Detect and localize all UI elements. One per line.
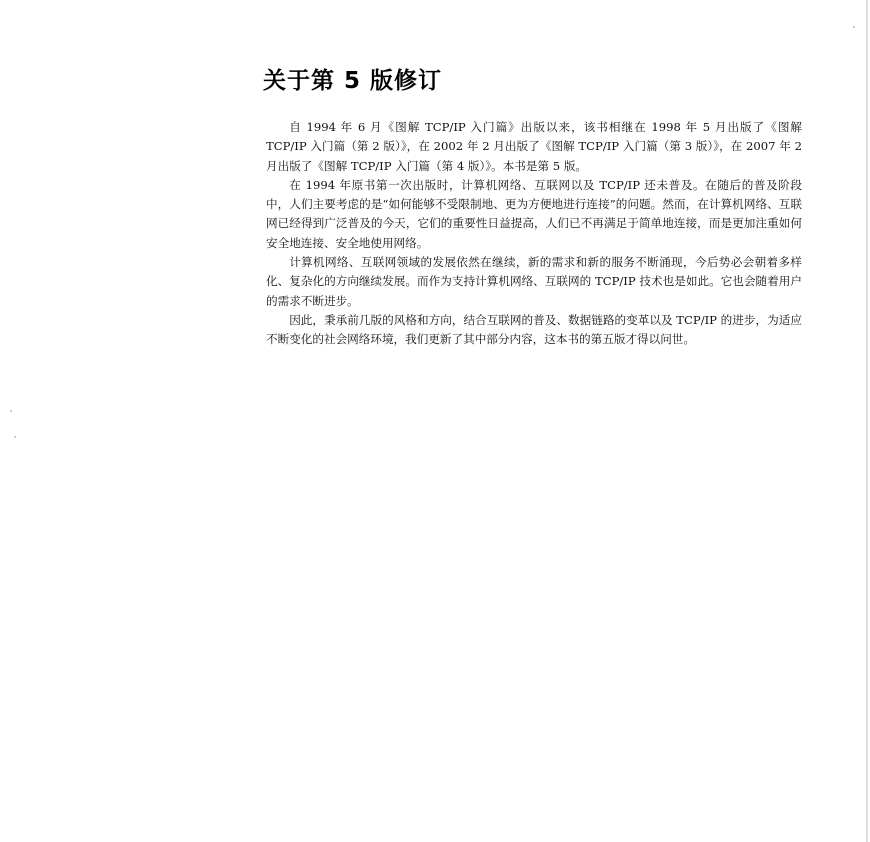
page-title: 关于第 5 版修订: [263, 68, 443, 94]
paragraph-2: 在 1994 年原书第一次出版时，计算机网络、互联网以及 TCP/IP 还未普及。在随后的普及阶段中，人们主要考虑的是“如何能够不受限制地、更为方便地进行连接”的问题。然而，在计算机网络、互联网已经得到广泛普及的今天，它们的重要性日益提高，人们已不再满足于简单地连接，而是更加注重如何安全地连接、安全地使用网络。: [266, 177, 802, 250]
paragraph-3: 计算机网络、互联网领域的发展依然在继续，新的需求和新的服务不断涌现，今后势必会朝着多样化、复杂化的方向继续发展。而作为支持计算机网络、互联网的 TCP/IP 技术也是如此。它也会随着用户的需求不断进步。: [266, 255, 802, 308]
scan-speck: [853, 26, 855, 28]
scan-edge-right: [866, 0, 868, 842]
scan-speck: [14, 436, 16, 438]
scan-speck: [10, 410, 12, 412]
paragraph-4: 因此，秉承前几版的风格和方向，结合互联网的普及、数据链路的变革以及 TCP/IP 的进步，为适应不断变化的社会网络环境，我们更新了其中部分内容，这本书的第五版才得以问世。: [266, 312, 802, 347]
body-text: [266, 118, 802, 350]
paragraph-1: 自 1994 年 6 月《图解 TCP/IP 入门篇》出版以来，该书相继在 1998 年 5 月出版了《图解 TCP/IP 入门篇（第 2 版）》，在 2002 年 2 月出版了《图解 TCP/IP 入门篇（第 3 版）》，在 2007 年 2 月出版了《图解 TCP/IP 入门篇（第 4 版）》。本书是第 5 版。: [266, 120, 802, 173]
